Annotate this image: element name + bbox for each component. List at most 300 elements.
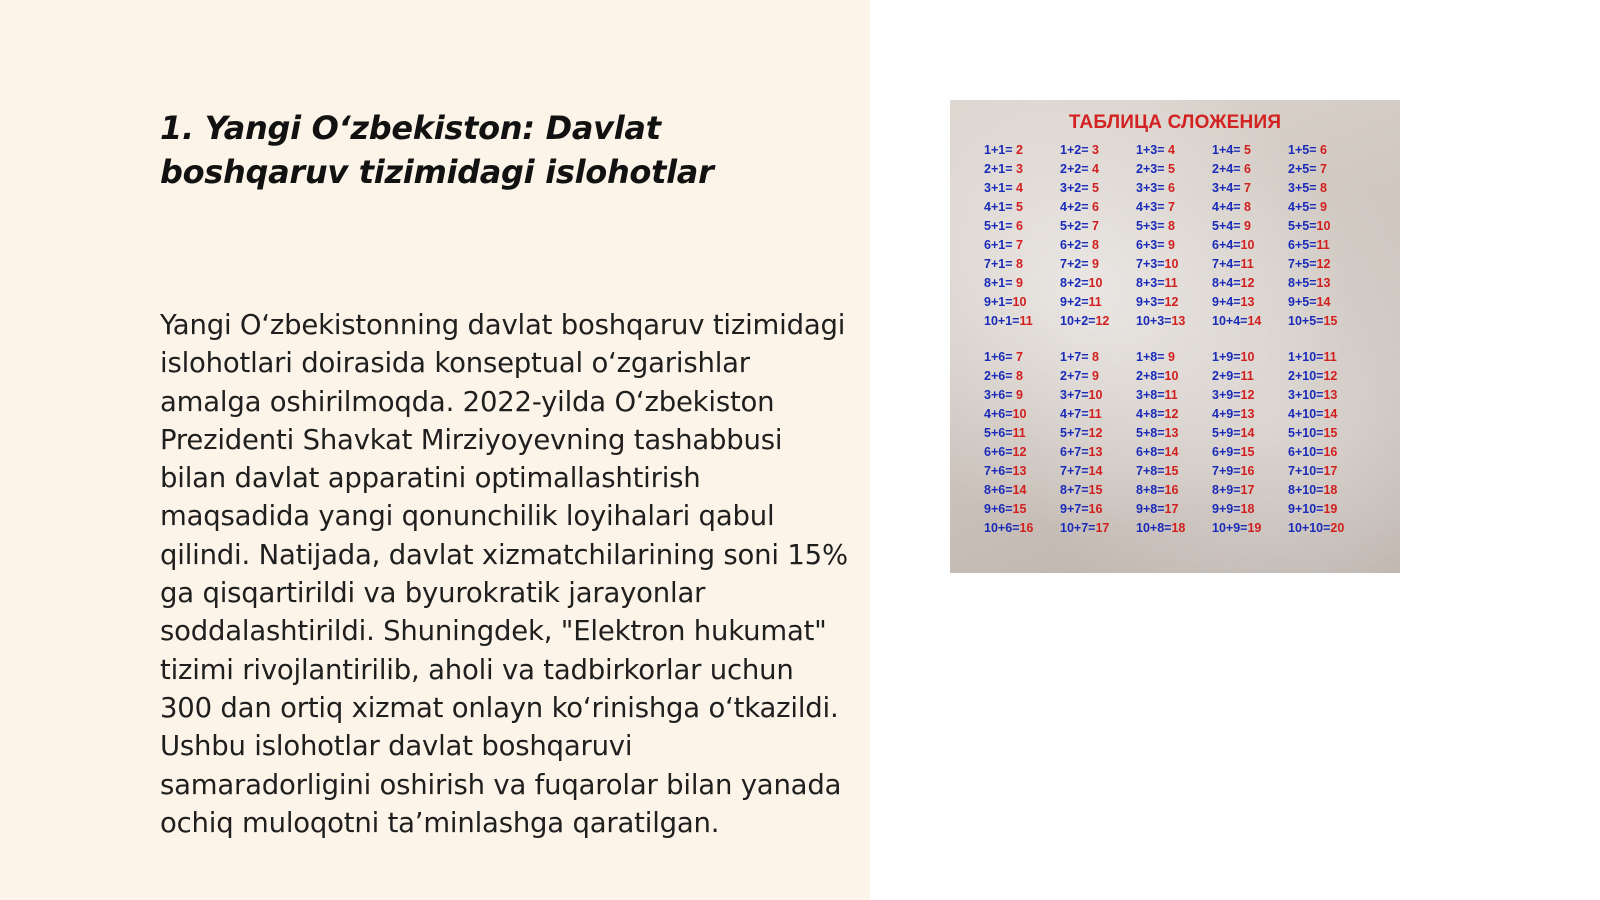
addition-expression: 7+1= [984, 257, 1013, 271]
addition-result: 16 [1088, 502, 1103, 516]
addition-table-cell [1060, 521, 1136, 540]
addition-expression: 3+4= [1212, 181, 1241, 195]
addition-expression: 10+9= [1212, 521, 1248, 535]
addition-expression: 8+6= [984, 483, 1013, 497]
addition-expression: 7+7= [1060, 464, 1089, 478]
addition-result: 14 [1012, 483, 1027, 497]
addition-expression: 7+4= [1212, 257, 1241, 271]
addition-table-cell [1136, 407, 1212, 426]
addition-expression: 3+2= [1060, 181, 1089, 195]
addition-table-cell [1136, 521, 1212, 540]
addition-expression: 5+7= [1060, 426, 1089, 440]
addition-expression: 4+10= [1288, 407, 1324, 421]
addition-table-cell [984, 445, 1060, 464]
addition-expression: 1+2= [1060, 143, 1089, 157]
addition-table-cell [984, 238, 1060, 257]
addition-expression: 2+1= [984, 162, 1013, 176]
slide-body-text: Yangi O‘zbekistonning davlat boshqaruv tizimidagi islohotlari doirasida konseptual o‘zgarishlar amalga oshirilmoqda. 2022-yilda O‘zbekiston Prezidenti Shavkat Mirziyoyevning tashabbusi bilan davlat apparatini optimallashtirish maqsadida yangi qonunchilik loyihalari qabul qilindi. Natijada, davlat xizmatchilarining soni 15% ga qisqartirildi va byurokratik jarayonlar soddalashtirildi. Shuningdek, "Elektron hukumat" tizimi rivojlantirilib, aholi va tadbirkorlar uchun 300 dan ortiq xizmat onlayn ko‘rinishga o‘tkazildi. Ushbu islohotlar davlat boshqaruvi samaradorligini oshirish va fuqarolar bilan yanada ochiq muloqotni ta’minlashga qaratilgan. [160, 309, 848, 839]
addition-table-cell [1288, 181, 1364, 200]
addition-expression: 1+6= [984, 350, 1013, 364]
addition-expression: 5+3= [1136, 219, 1165, 233]
addition-result: 6 [1164, 181, 1175, 195]
addition-table-cell [1060, 200, 1136, 219]
addition-table-cell [1136, 143, 1212, 162]
addition-result: 13 [1164, 426, 1179, 440]
addition-result: 8 [1088, 238, 1099, 252]
addition-table-block-2 [984, 350, 1364, 540]
addition-table-cell [1060, 350, 1136, 369]
addition-expression: 1+5= [1288, 143, 1317, 157]
addition-table-heading: ТАБЛИЦА СЛОЖЕНИЯ [1068, 112, 1282, 133]
addition-expression: 10+4= [1212, 314, 1248, 328]
addition-result: 15 [1323, 314, 1338, 328]
addition-expression: 3+1= [984, 181, 1013, 195]
addition-result: 14 [1240, 426, 1255, 440]
addition-table-cell [1136, 219, 1212, 238]
addition-table-cell [1136, 200, 1212, 219]
addition-table-cell [984, 143, 1060, 162]
addition-result: 16 [1019, 521, 1034, 535]
addition-table-cell [1212, 483, 1288, 502]
addition-result: 19 [1247, 521, 1262, 535]
addition-result: 7 [1088, 219, 1099, 233]
addition-table-cell [1060, 143, 1136, 162]
addition-table-cell [984, 276, 1060, 295]
addition-result: 17 [1323, 464, 1338, 478]
addition-expression: 9+7= [1060, 502, 1089, 516]
addition-result: 13 [1323, 388, 1338, 402]
addition-table-cell [1060, 369, 1136, 388]
addition-table-cell [1288, 314, 1364, 333]
addition-table-cell [1212, 521, 1288, 540]
addition-expression: 2+3= [1136, 162, 1165, 176]
addition-result: 16 [1323, 445, 1338, 459]
addition-table-cell [1136, 276, 1212, 295]
addition-result: 12 [1240, 276, 1255, 290]
addition-table-cell [1060, 238, 1136, 257]
addition-result: 12 [1164, 407, 1179, 421]
addition-result: 14 [1164, 445, 1179, 459]
addition-result: 15 [1323, 426, 1338, 440]
addition-table-cell [1212, 295, 1288, 314]
addition-table-cell [984, 369, 1060, 388]
addition-expression: 1+1= [984, 143, 1013, 157]
addition-expression: 9+1= [984, 295, 1013, 309]
addition-table-cell [984, 521, 1060, 540]
addition-table-cell [1288, 276, 1364, 295]
addition-expression: 5+10= [1288, 426, 1324, 440]
addition-table-cell [984, 502, 1060, 521]
addition-expression: 4+3= [1136, 200, 1165, 214]
addition-table-cell [1212, 276, 1288, 295]
addition-result: 7 [1316, 162, 1327, 176]
addition-expression: 5+9= [1212, 426, 1241, 440]
addition-result: 14 [1247, 314, 1262, 328]
addition-expression: 8+9= [1212, 483, 1241, 497]
addition-table-cell [1288, 407, 1364, 426]
addition-expression: 9+2= [1060, 295, 1089, 309]
addition-result: 16 [1240, 464, 1255, 478]
addition-expression: 7+5= [1288, 257, 1317, 271]
addition-table-cell [1212, 502, 1288, 521]
addition-expression: 2+7= [1060, 369, 1089, 383]
addition-result: 3 [1088, 143, 1099, 157]
addition-expression: 8+1= [984, 276, 1013, 290]
addition-expression: 2+5= [1288, 162, 1317, 176]
addition-table-cell [1136, 181, 1212, 200]
addition-expression: 6+9= [1212, 445, 1241, 459]
addition-result: 10 [1088, 388, 1103, 402]
addition-result: 8 [1012, 369, 1023, 383]
addition-expression: 7+3= [1136, 257, 1165, 271]
addition-expression: 8+8= [1136, 483, 1165, 497]
addition-table-cell [1288, 502, 1364, 521]
addition-result: 11 [1316, 238, 1330, 252]
addition-expression: 1+10= [1288, 350, 1324, 364]
addition-table-block-1 [984, 143, 1364, 333]
addition-table-cell [1212, 314, 1288, 333]
addition-table-cell [1060, 502, 1136, 521]
addition-table-cell [1288, 162, 1364, 181]
addition-result: 15 [1240, 445, 1255, 459]
addition-table-cell [1060, 426, 1136, 445]
addition-table-cell [1060, 276, 1136, 295]
addition-result: 8 [1240, 200, 1251, 214]
addition-expression: 5+5= [1288, 219, 1317, 233]
addition-table-cell [1288, 200, 1364, 219]
addition-table-cell [1288, 426, 1364, 445]
addition-expression: 9+4= [1212, 295, 1241, 309]
addition-expression: 2+4= [1212, 162, 1241, 176]
addition-table-cell [1212, 257, 1288, 276]
addition-table-cell [1288, 257, 1364, 276]
addition-table-cell [984, 181, 1060, 200]
addition-result: 18 [1171, 521, 1186, 535]
addition-table-cell [984, 314, 1060, 333]
addition-result: 7 [1012, 350, 1023, 364]
addition-result: 8 [1316, 181, 1327, 195]
addition-table-cell [984, 426, 1060, 445]
addition-result: 8 [1164, 219, 1175, 233]
addition-expression: 4+5= [1288, 200, 1317, 214]
addition-result: 12 [1323, 369, 1338, 383]
addition-expression: 6+5= [1288, 238, 1317, 252]
addition-result: 10 [1164, 369, 1179, 383]
addition-expression: 2+9= [1212, 369, 1241, 383]
addition-result: 11 [1164, 388, 1178, 402]
addition-result: 14 [1316, 295, 1331, 309]
addition-result: 17 [1164, 502, 1179, 516]
addition-table-cell [1212, 388, 1288, 407]
addition-expression: 1+8= [1136, 350, 1165, 364]
addition-expression: 3+9= [1212, 388, 1241, 402]
addition-expression: 10+6= [984, 521, 1020, 535]
addition-result: 10 [1164, 257, 1179, 271]
addition-result: 6 [1316, 143, 1327, 157]
addition-expression: 4+1= [984, 200, 1013, 214]
addition-result: 10 [1240, 350, 1255, 364]
addition-result: 2 [1012, 143, 1023, 157]
addition-table-cell [984, 295, 1060, 314]
addition-expression: 3+5= [1288, 181, 1317, 195]
addition-expression: 8+5= [1288, 276, 1317, 290]
addition-table-cell [1288, 521, 1364, 540]
addition-result: 12 [1088, 426, 1103, 440]
addition-result: 4 [1088, 162, 1099, 176]
addition-result: 8 [1012, 257, 1023, 271]
addition-expression: 9+5= [1288, 295, 1317, 309]
addition-expression: 1+9= [1212, 350, 1241, 364]
addition-result: 3 [1012, 162, 1023, 176]
addition-table-cell [1212, 407, 1288, 426]
addition-expression: 6+4= [1212, 238, 1241, 252]
addition-result: 18 [1323, 483, 1338, 497]
addition-table-cell [1288, 238, 1364, 257]
slide-title: 1. Yangi O‘zbekiston: Davlat boshqaruv tizimidagi islohotlar [160, 109, 714, 191]
addition-expression: 3+7= [1060, 388, 1089, 402]
addition-expression: 3+8= [1136, 388, 1165, 402]
addition-table-cell [1212, 426, 1288, 445]
addition-table-cell [1060, 181, 1136, 200]
addition-table-image [950, 100, 1400, 573]
addition-result: 17 [1240, 483, 1255, 497]
addition-expression: 10+10= [1288, 521, 1331, 535]
addition-result: 13 [1316, 276, 1331, 290]
addition-table-cell [1136, 295, 1212, 314]
addition-result: 9 [1012, 276, 1023, 290]
addition-expression: 9+8= [1136, 502, 1165, 516]
addition-table-cell [1212, 464, 1288, 483]
addition-table-cell [1060, 219, 1136, 238]
addition-expression: 5+8= [1136, 426, 1165, 440]
addition-expression: 6+10= [1288, 445, 1324, 459]
addition-result: 13 [1240, 407, 1255, 421]
addition-table-cell [1212, 162, 1288, 181]
addition-expression: 5+2= [1060, 219, 1089, 233]
addition-result: 6 [1012, 219, 1023, 233]
addition-result: 9 [1088, 369, 1099, 383]
addition-expression: 6+2= [1060, 238, 1089, 252]
addition-result: 6 [1240, 162, 1251, 176]
addition-table-cell [1060, 464, 1136, 483]
addition-table-cell [1212, 143, 1288, 162]
addition-table-cell [1060, 295, 1136, 314]
addition-result: 7 [1012, 238, 1023, 252]
addition-table-cell [984, 464, 1060, 483]
addition-result: 19 [1323, 502, 1338, 516]
addition-table-cell [1136, 350, 1212, 369]
addition-expression: 7+10= [1288, 464, 1324, 478]
addition-expression: 2+8= [1136, 369, 1165, 383]
addition-table-cell [984, 257, 1060, 276]
addition-expression: 7+9= [1212, 464, 1241, 478]
addition-table-cell [1212, 200, 1288, 219]
addition-table-cell [1136, 483, 1212, 502]
addition-expression: 10+5= [1288, 314, 1324, 328]
addition-table-cell [1212, 350, 1288, 369]
addition-result: 17 [1095, 521, 1110, 535]
addition-expression: 10+3= [1136, 314, 1172, 328]
addition-expression: 3+10= [1288, 388, 1324, 402]
addition-expression: 10+8= [1136, 521, 1172, 535]
addition-expression: 8+3= [1136, 276, 1165, 290]
addition-result: 9 [1164, 238, 1175, 252]
addition-result: 6 [1088, 200, 1099, 214]
addition-expression: 6+3= [1136, 238, 1165, 252]
addition-table-cell [1212, 445, 1288, 464]
addition-result: 12 [1316, 257, 1331, 271]
addition-result: 13 [1012, 464, 1027, 478]
addition-expression: 6+6= [984, 445, 1013, 459]
addition-result: 13 [1088, 445, 1103, 459]
addition-table-cell [1136, 369, 1212, 388]
addition-expression: 6+8= [1136, 445, 1165, 459]
addition-result: 12 [1240, 388, 1255, 402]
addition-expression: 3+6= [984, 388, 1013, 402]
addition-table-cell [1060, 257, 1136, 276]
addition-table-cell [1136, 502, 1212, 521]
addition-table-cell [1288, 445, 1364, 464]
addition-result: 11 [1240, 369, 1254, 383]
addition-table-cell [1212, 238, 1288, 257]
addition-result: 10 [1240, 238, 1255, 252]
addition-result: 15 [1012, 502, 1027, 516]
addition-result: 16 [1164, 483, 1179, 497]
addition-expression: 10+1= [984, 314, 1020, 328]
addition-table-cell [1060, 162, 1136, 181]
addition-table-cell [1060, 314, 1136, 333]
addition-result: 5 [1240, 143, 1251, 157]
addition-table-cell [1288, 143, 1364, 162]
addition-expression: 8+4= [1212, 276, 1241, 290]
addition-expression: 2+2= [1060, 162, 1089, 176]
addition-expression: 2+10= [1288, 369, 1324, 383]
addition-table-cell [1060, 407, 1136, 426]
addition-expression: 4+2= [1060, 200, 1089, 214]
addition-result: 11 [1088, 407, 1102, 421]
addition-expression: 9+9= [1212, 502, 1241, 516]
addition-table-cell [984, 162, 1060, 181]
addition-result: 10 [1012, 295, 1027, 309]
addition-table-cell [1136, 426, 1212, 445]
addition-table-cell [1288, 219, 1364, 238]
addition-result: 9 [1012, 388, 1023, 402]
addition-result: 10 [1012, 407, 1027, 421]
addition-table-cell [1288, 483, 1364, 502]
addition-expression: 4+4= [1212, 200, 1241, 214]
addition-table-cell [1288, 350, 1364, 369]
addition-result: 11 [1012, 426, 1026, 440]
addition-expression: 2+6= [984, 369, 1013, 383]
addition-result: 14 [1323, 407, 1338, 421]
addition-result: 20 [1330, 521, 1345, 535]
addition-table-cell [1060, 483, 1136, 502]
addition-expression: 5+6= [984, 426, 1013, 440]
addition-expression: 5+4= [1212, 219, 1241, 233]
addition-table-cell [984, 200, 1060, 219]
addition-expression: 6+7= [1060, 445, 1089, 459]
addition-result: 9 [1240, 219, 1251, 233]
addition-table-cell [984, 219, 1060, 238]
addition-result: 9 [1316, 200, 1327, 214]
addition-expression: 4+7= [1060, 407, 1089, 421]
addition-result: 13 [1171, 314, 1186, 328]
addition-table-cell [1136, 257, 1212, 276]
addition-table-cell [1136, 464, 1212, 483]
addition-table-cell [1288, 388, 1364, 407]
addition-table-cell [1060, 445, 1136, 464]
addition-table-cell [1288, 464, 1364, 483]
addition-expression: 8+10= [1288, 483, 1324, 497]
addition-expression: 1+7= [1060, 350, 1089, 364]
addition-result: 11 [1019, 314, 1033, 328]
addition-table-cell [984, 483, 1060, 502]
addition-result: 4 [1012, 181, 1023, 195]
addition-expression: 9+6= [984, 502, 1013, 516]
addition-table-cell [1136, 162, 1212, 181]
addition-table-cell [1136, 388, 1212, 407]
addition-table-cell [984, 407, 1060, 426]
addition-result: 5 [1088, 181, 1099, 195]
addition-table-cell [1136, 314, 1212, 333]
addition-result: 10 [1088, 276, 1103, 290]
addition-expression: 1+4= [1212, 143, 1241, 157]
addition-expression: 8+2= [1060, 276, 1089, 290]
addition-expression: 9+10= [1288, 502, 1324, 516]
addition-table-cell [1136, 445, 1212, 464]
addition-expression: 7+8= [1136, 464, 1165, 478]
addition-result: 14 [1088, 464, 1103, 478]
addition-result: 7 [1240, 181, 1251, 195]
addition-expression: 1+3= [1136, 143, 1165, 157]
addition-result: 9 [1164, 350, 1175, 364]
addition-table-cell [984, 388, 1060, 407]
addition-table-cell [984, 350, 1060, 369]
addition-expression: 10+7= [1060, 521, 1096, 535]
addition-table-cell [1060, 388, 1136, 407]
addition-result: 12 [1164, 295, 1179, 309]
addition-result: 8 [1088, 350, 1099, 364]
addition-result: 15 [1088, 483, 1103, 497]
addition-expression: 6+1= [984, 238, 1013, 252]
addition-result: 5 [1012, 200, 1023, 214]
addition-expression: 9+3= [1136, 295, 1165, 309]
addition-result: 9 [1088, 257, 1099, 271]
addition-result: 12 [1012, 445, 1027, 459]
addition-result: 15 [1164, 464, 1179, 478]
addition-table-cell [1212, 219, 1288, 238]
addition-result: 12 [1095, 314, 1110, 328]
addition-table-cell [1212, 181, 1288, 200]
addition-result: 18 [1240, 502, 1255, 516]
addition-result: 13 [1240, 295, 1255, 309]
addition-table-cell [1288, 369, 1364, 388]
addition-table-cell [1288, 295, 1364, 314]
addition-expression: 7+2= [1060, 257, 1089, 271]
addition-result: 11 [1088, 295, 1102, 309]
addition-expression: 10+2= [1060, 314, 1096, 328]
addition-result: 10 [1316, 219, 1331, 233]
addition-expression: 8+7= [1060, 483, 1089, 497]
addition-result: 11 [1323, 350, 1337, 364]
addition-result: 7 [1164, 200, 1175, 214]
addition-result: 4 [1164, 143, 1175, 157]
addition-result: 11 [1164, 276, 1178, 290]
addition-result: 5 [1164, 162, 1175, 176]
addition-expression: 4+8= [1136, 407, 1165, 421]
addition-expression: 3+3= [1136, 181, 1165, 195]
addition-table-cell [1136, 238, 1212, 257]
